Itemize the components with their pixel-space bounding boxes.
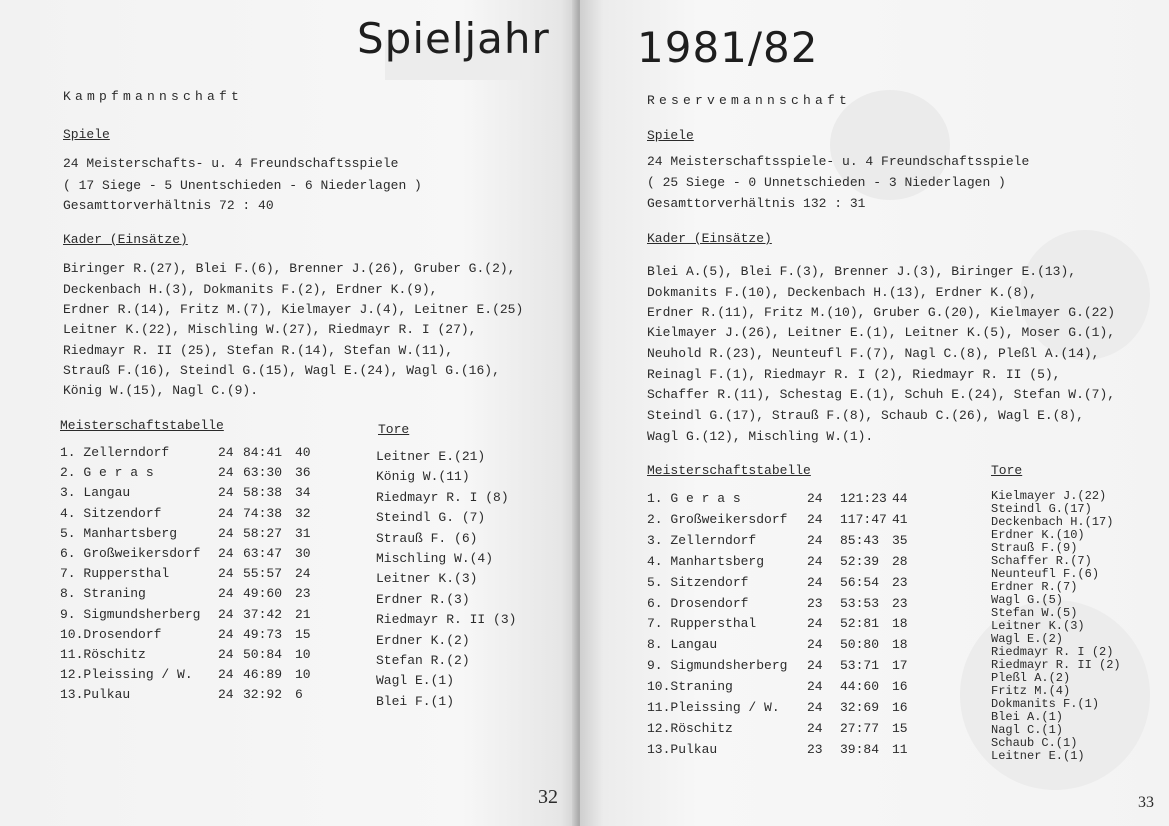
games-played: 24: [807, 491, 823, 506]
table-heading: Meisterschaftstabelle: [60, 418, 224, 433]
scorer-entry: Leitner K.(3): [991, 619, 1085, 633]
games-played: 24: [218, 465, 234, 481]
scorer-entry: Pleßl A.(2): [991, 671, 1071, 685]
goal-ratio: 39:84: [840, 741, 880, 757]
scorer-entry: König W.(11): [376, 469, 470, 485]
kader-line: Kielmayer J.(26), Leitner E.(1), Leitner K.(5), Moser G.(1),: [647, 325, 1116, 340]
scorer-entry: Riedmayr R. I (8): [376, 489, 509, 505]
points: 17: [892, 658, 908, 674]
games-played: 24: [218, 485, 234, 501]
games-played: 24: [218, 505, 234, 521]
team-name: 7. Ruppersthal: [647, 616, 757, 632]
games-played: 24: [218, 525, 234, 541]
games-line: Gesamttorverhältnis 72 : 40: [63, 198, 274, 213]
scorer-entry: Steindl G.(17): [991, 502, 1092, 516]
games-played: 24: [218, 626, 234, 642]
page-number: 33: [1138, 794, 1154, 811]
team-name: 4. Sitzendorf: [60, 505, 162, 521]
points: 35: [892, 532, 908, 548]
goal-ratio: 53:71: [840, 658, 880, 674]
games-played: 24: [218, 445, 234, 460]
team-name: 6. Großweikersdorf: [60, 546, 201, 561]
games-played: 24: [807, 720, 823, 736]
points: 21: [295, 606, 311, 622]
points: 44: [892, 491, 908, 506]
kader-line: Strauß F.(16), Steindl G.(15), Wagl E.(24), Wagl G.(16),: [63, 363, 500, 378]
kader-heading: Kader (Einsätze): [63, 232, 188, 247]
table-heading: Meisterschaftstabelle: [647, 463, 811, 478]
points: 32: [295, 505, 311, 521]
scorer-entry: Leitner E.(21): [376, 449, 486, 464]
games-played: 24: [218, 606, 234, 622]
games-played: 24: [807, 511, 823, 527]
scorer-entry: Nagl C.(1): [991, 723, 1064, 737]
games-played: 24: [218, 687, 234, 703]
games-line: 24 Meisterschafts- u. 4 Freundschaftsspiele: [63, 156, 399, 171]
scorer-entry: Stefan W.(5): [991, 606, 1078, 620]
games-line: ( 25 Siege - 0 Unnetschieden - 3 Niederlagen ): [647, 175, 1006, 190]
team-name: 5. Manhartsberg: [60, 525, 178, 541]
team-name: 13.Pulkau: [647, 741, 718, 757]
spiele-heading: Spiele: [647, 128, 694, 143]
goal-ratio: 63:47: [243, 546, 283, 561]
scorer-entry: Erdner R.(3): [376, 591, 470, 607]
scorer-entry: Strauß F. (6): [376, 530, 478, 546]
scorer-entry: Wagl E.(2): [991, 632, 1064, 646]
team-name: 1. Zellerndorf: [60, 445, 170, 460]
goal-ratio: 121:23: [840, 491, 887, 506]
kader-heading: Kader (Einsätze): [647, 231, 772, 246]
games-played: 24: [807, 679, 823, 695]
team-name: 11.Röschitz: [60, 647, 146, 662]
games-played: 24: [218, 647, 234, 662]
games-played: 24: [807, 553, 823, 569]
goal-ratio: 58:27: [243, 525, 283, 541]
kader-line: Steindl G.(17), Strauß F.(8), Schaub C.(26), Wagl E.(8),: [647, 408, 1084, 423]
games-played: 24: [807, 532, 823, 548]
kader-line: Leitner K.(22), Mischling W.(27), Riedmayr R. I (27),: [63, 322, 477, 337]
scorer-entry: Erdner R.(7): [991, 580, 1078, 594]
games-played: 24: [807, 637, 823, 653]
scorers-heading: Tore: [378, 422, 410, 437]
goal-ratio: 46:89: [243, 667, 283, 683]
scorer-entry: Riedmayr R. I (2): [991, 645, 1114, 659]
games-played: 24: [807, 616, 823, 632]
team-name: 6. Drosendorf: [647, 595, 749, 611]
team-name: 12.Pleissing / W.: [60, 667, 193, 683]
points: 11: [892, 741, 908, 757]
goal-ratio: 56:54: [840, 574, 880, 590]
goal-ratio: 50:84: [243, 647, 283, 662]
team-name: 10.Drosendorf: [60, 626, 162, 642]
title-spieljahr: Spieljahr: [357, 14, 550, 63]
games-played: 23: [807, 595, 823, 611]
kader-line: Wagl G.(12), Mischling W.(1).: [647, 429, 874, 444]
points: 34: [295, 485, 311, 501]
kader-line: König W.(15), Nagl C.(9).: [63, 383, 259, 398]
goal-ratio: 63:30: [243, 465, 283, 481]
scorer-entry: Wagl E.(1): [376, 673, 455, 689]
team-name: 10.Straning: [647, 679, 733, 695]
games-played: 24: [218, 546, 234, 561]
team-name: 9. Sigmundsherberg: [647, 658, 788, 674]
page-number: 32: [538, 786, 558, 808]
scorer-entry: Schaub C.(1): [991, 736, 1078, 750]
scorer-entry: Deckenbach H.(17): [991, 515, 1114, 529]
right-page: [580, 0, 1169, 826]
points: 23: [295, 586, 311, 602]
scorer-entry: Steindl G. (7): [376, 510, 486, 526]
scorer-entry: Wagl G.(5): [991, 593, 1064, 607]
goal-ratio: 32:92: [243, 687, 283, 703]
team-name: 2. G e r a s: [60, 465, 154, 481]
goal-ratio: 74:38: [243, 505, 283, 521]
goal-ratio: 85:43: [840, 532, 880, 548]
games-played: 24: [807, 574, 823, 590]
points: 6: [295, 687, 303, 703]
points: 31: [295, 525, 311, 541]
team-name: 2. Großweikersdorf: [647, 511, 788, 527]
goal-ratio: 52:81: [840, 616, 880, 632]
kader-line: Erdner R.(14), Fritz M.(7), Kielmayer J.(4), Leitner E.(25): [63, 302, 524, 317]
scorer-entry: Kielmayer J.(22): [991, 489, 1107, 503]
games-played: 24: [218, 586, 234, 602]
title-season: 1981/82: [637, 23, 819, 72]
team-name: 7. Ruppersthal: [60, 566, 170, 582]
goal-ratio: 44:60: [840, 679, 880, 695]
points: 16: [892, 700, 908, 715]
team-name: 1. G e r a s: [647, 491, 741, 506]
games-line: 24 Meisterschaftsspiele- u. 4 Freundschaftsspiele: [647, 154, 1030, 169]
goal-ratio: 32:69: [840, 700, 880, 715]
team-name: 3. Zellerndorf: [647, 532, 757, 548]
team-heading-kampfmannschaft: Kampfmannschaft: [63, 89, 244, 104]
bleed-through-photo: [1020, 230, 1150, 360]
points: 28: [892, 553, 908, 569]
team-name: 13.Pulkau: [60, 687, 131, 703]
scorer-entry: Dokmanits F.(1): [991, 697, 1100, 711]
kader-line: Riedmayr R. II (25), Stefan R.(14), Stefan W.(11),: [63, 343, 454, 358]
kader-line: Blei A.(5), Blei F.(3), Brenner J.(3), Biringer E.(13),: [647, 264, 1077, 279]
team-name: 8. Langau: [647, 637, 718, 653]
scorer-entry: Schaffer R.(7): [991, 554, 1092, 568]
kader-line: Deckenbach H.(3), Dokmanits F.(2), Erdner K.(9),: [63, 282, 438, 297]
points: 40: [295, 445, 311, 460]
goal-ratio: 53:53: [840, 595, 880, 611]
points: 10: [295, 667, 311, 683]
kader-line: Neuhold R.(23), Neunteufl F.(7), Nagl C.(8), Pleßl A.(14),: [647, 346, 1100, 361]
spiele-heading: Spiele: [63, 127, 110, 142]
kader-line: Reinagl F.(1), Riedmayr R. I (2), Riedmayr R. II (5),: [647, 367, 1061, 382]
points: 23: [892, 574, 908, 590]
scorer-entry: Riedmayr R. II (2): [991, 658, 1121, 672]
goal-ratio: 37:42: [243, 606, 283, 622]
scorer-entry: Stefan R.(2): [376, 653, 470, 668]
goal-ratio: 117:47: [840, 511, 887, 527]
scorer-entry: Leitner K.(3): [376, 571, 478, 587]
team-name: 12.Röschitz: [647, 720, 733, 736]
scorer-entry: Riedmayr R. II (3): [376, 612, 517, 628]
goal-ratio: 84:41: [243, 445, 283, 460]
games-played: 24: [807, 700, 823, 715]
games-played: 24: [218, 566, 234, 582]
scorer-entry: Leitner E.(1): [991, 749, 1085, 763]
kader-line: Dokmanits F.(10), Deckenbach H.(13), Erdner K.(8),: [647, 285, 1038, 300]
games-played: 24: [807, 658, 823, 674]
scorer-entry: Mischling W.(4): [376, 551, 494, 566]
goal-ratio: 27:77: [840, 720, 880, 736]
scorer-entry: Erdner K.(2): [376, 632, 470, 648]
points: 24: [295, 566, 311, 582]
goal-ratio: 58:38: [243, 485, 283, 501]
kader-line: Erdner R.(11), Fritz M.(10), Gruber G.(20), Kielmayer G.(22): [647, 305, 1116, 320]
team-name: 11.Pleissing / W.: [647, 700, 780, 715]
team-name: 5. Sitzendorf: [647, 574, 749, 590]
games-line: ( 17 Siege - 5 Unentschieden - 6 Niederlagen ): [63, 178, 422, 193]
points: 15: [892, 720, 908, 736]
team-name: 9. Sigmundsherberg: [60, 606, 201, 622]
goal-ratio: 50:80: [840, 637, 880, 653]
team-name: 4. Manhartsberg: [647, 553, 765, 569]
scorer-entry: Erdner K.(10): [991, 528, 1085, 542]
points: 18: [892, 637, 908, 653]
left-page: [0, 0, 578, 826]
points: 30: [295, 546, 311, 561]
games-played: 24: [218, 667, 234, 683]
scorer-entry: Blei F.(1): [376, 693, 455, 709]
points: 18: [892, 616, 908, 632]
scorer-entry: Neunteufl F.(6): [991, 567, 1100, 581]
team-name: 8. Straning: [60, 586, 146, 602]
points: 16: [892, 679, 908, 695]
team-name: 3. Langau: [60, 485, 131, 501]
team-heading-reservemannschaft: Reservemannschaft: [647, 93, 852, 108]
goal-ratio: 49:73: [243, 626, 283, 642]
scorer-entry: Fritz M.(4): [991, 684, 1071, 698]
games-played: 23: [807, 741, 823, 757]
scorer-entry: Strauß F.(9): [991, 541, 1078, 555]
goal-ratio: 55:57: [243, 566, 283, 582]
kader-line: Schaffer R.(11), Schestag E.(1), Schuh E.(24), Stefan W.(7),: [647, 387, 1116, 402]
games-line: Gesamttorverhältnis 132 : 31: [647, 196, 866, 211]
scorers-heading: Tore: [991, 463, 1023, 478]
points: 36: [295, 465, 311, 481]
points: 15: [295, 626, 311, 642]
kader-line: Biringer R.(27), Blei F.(6), Brenner J.(26), Gruber G.(2),: [63, 261, 516, 276]
points: 23: [892, 595, 908, 611]
points: 41: [892, 511, 908, 527]
goal-ratio: 49:60: [243, 586, 283, 602]
goal-ratio: 52:39: [840, 553, 880, 569]
scorer-entry: Blei A.(1): [991, 710, 1064, 724]
points: 10: [295, 647, 311, 662]
